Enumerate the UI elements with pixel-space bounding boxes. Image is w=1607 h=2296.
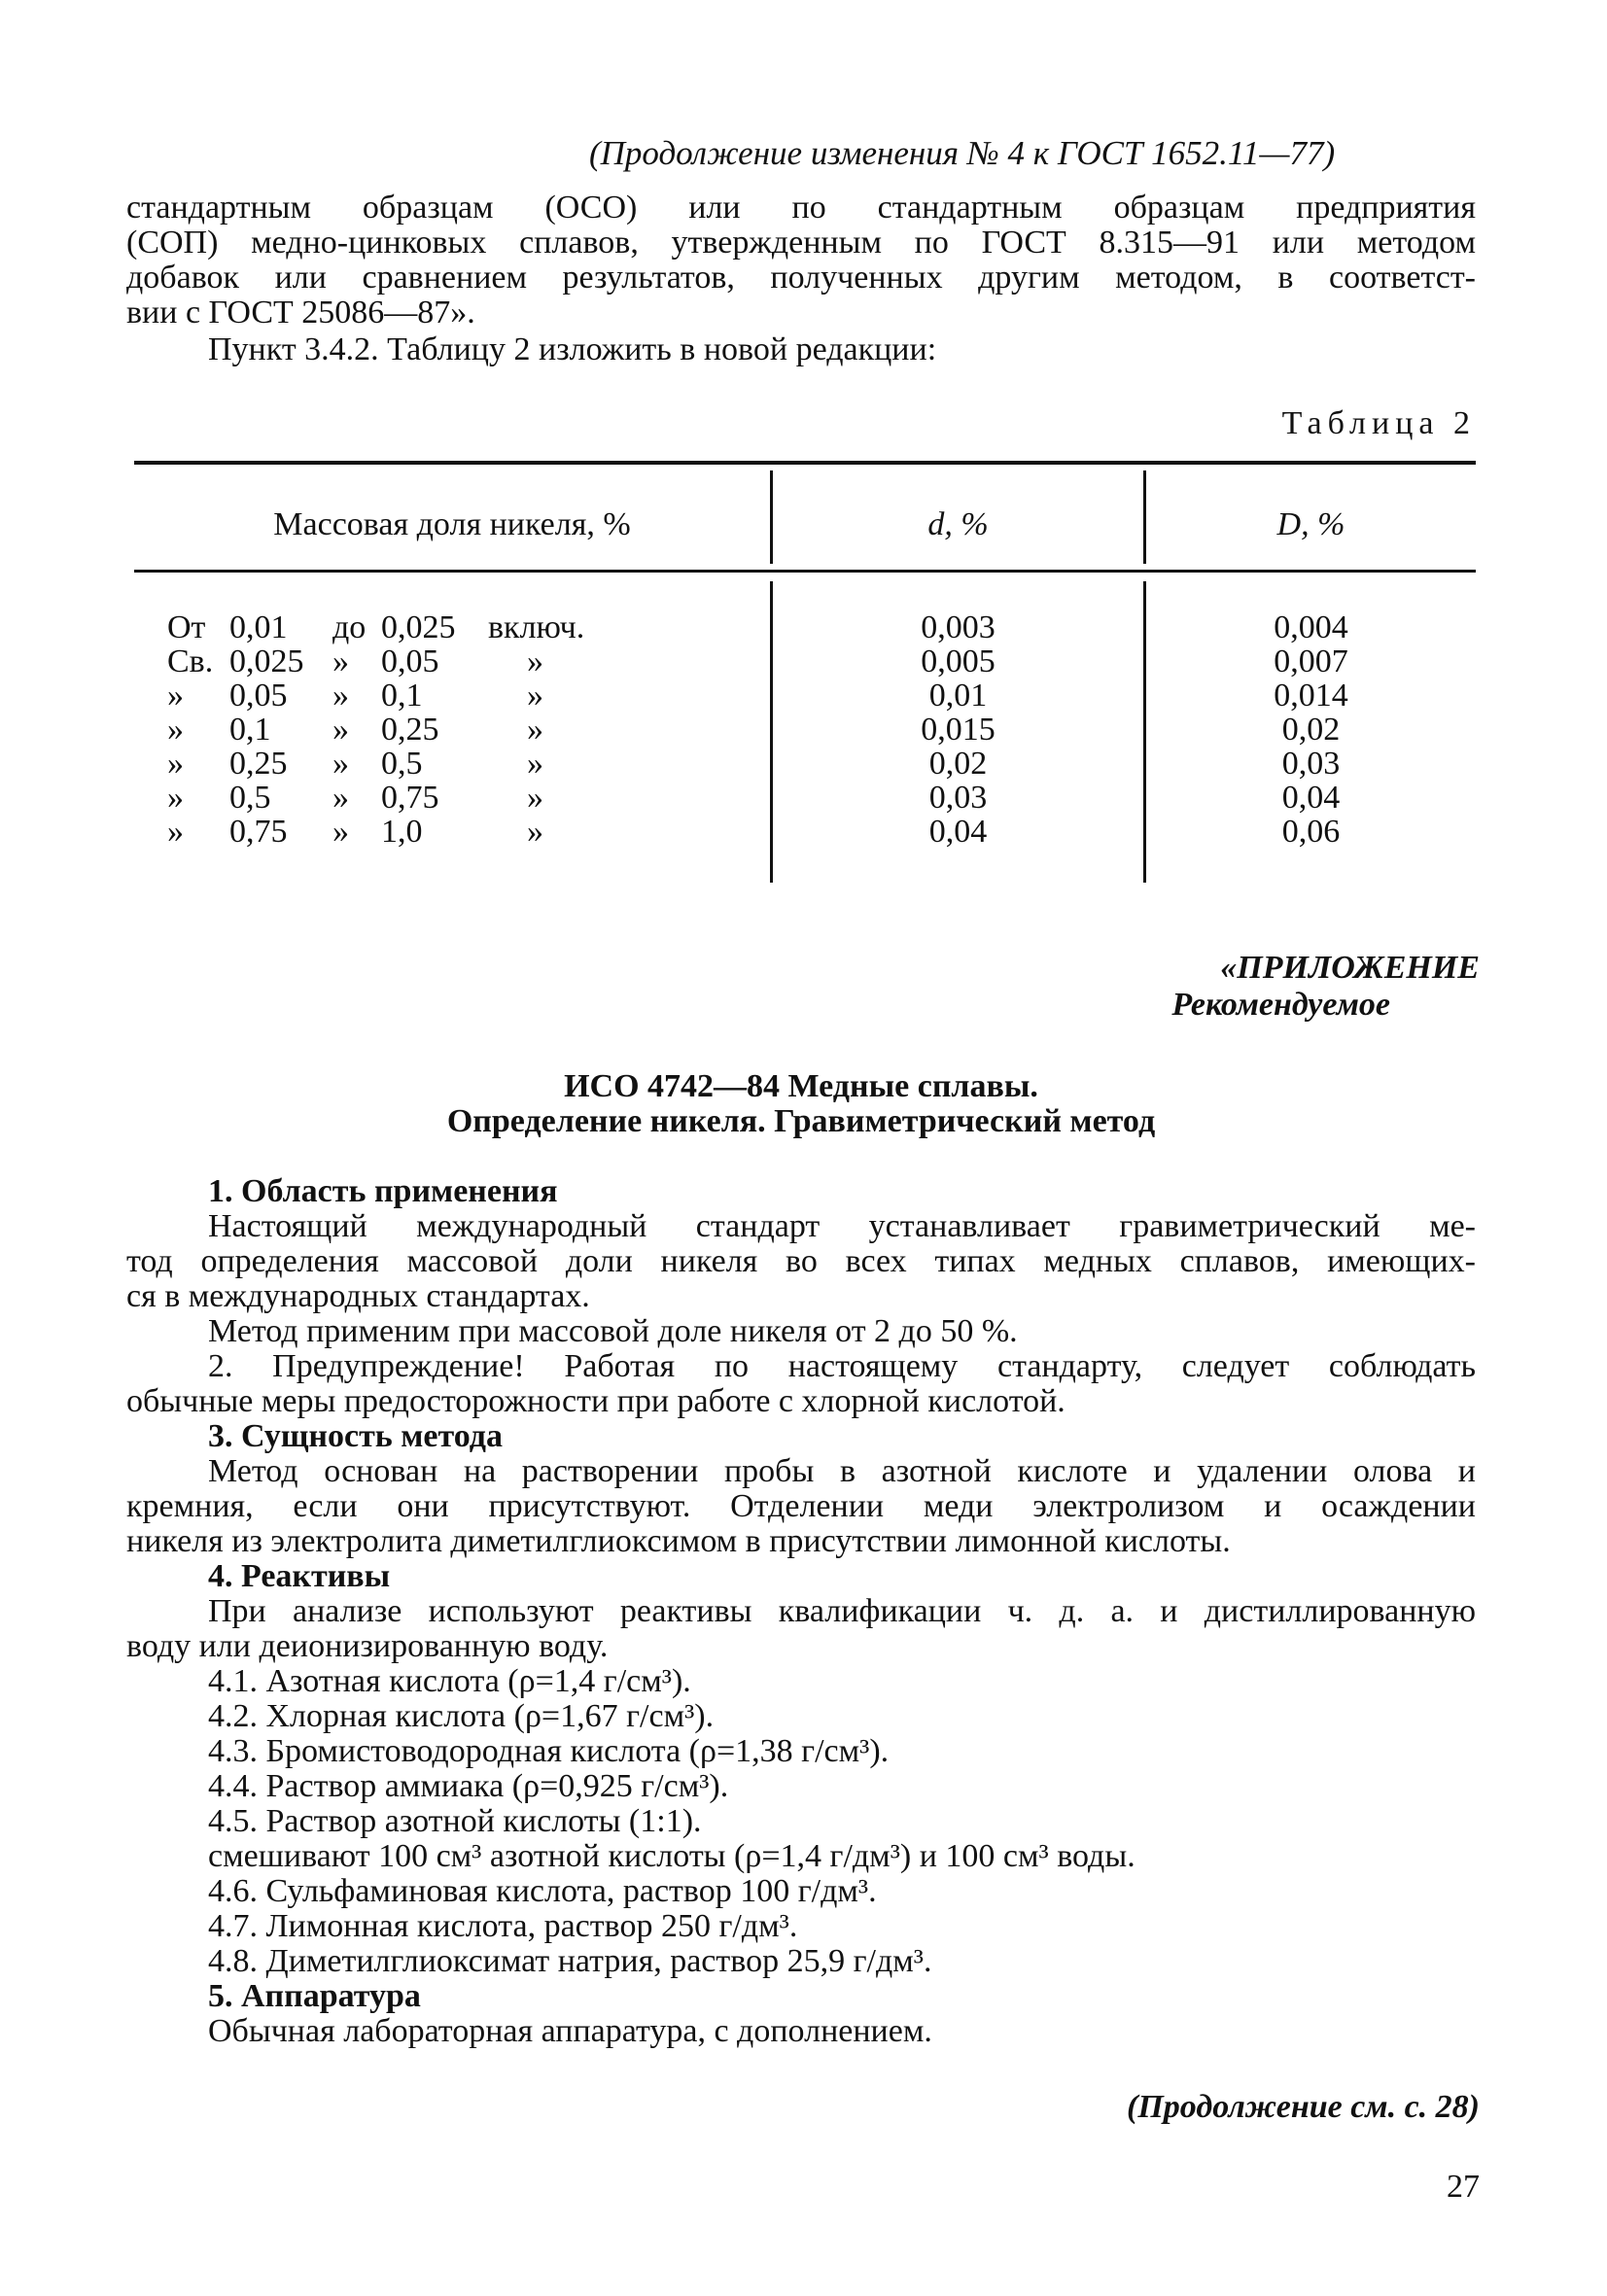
row-from: 0,5 — [229, 780, 271, 816]
row-suffix: » — [527, 678, 543, 713]
section-3-line-3: никеля из электролита диметилглиоксимом в присутствии лимонной кислоты. — [126, 1523, 1231, 1559]
row-suffix: » — [527, 814, 543, 850]
row-sep: » — [332, 746, 349, 782]
section-3-line-1: Метод основан на растворении пробы в азотной кислоте и удалении олова и — [208, 1453, 1476, 1489]
row-D: 0,06 — [1281, 814, 1341, 850]
section-1-line-1: Настоящий международный стандарт устанавливает гравиметрический ме- — [208, 1208, 1476, 1244]
col-header-D: D, % — [1276, 506, 1345, 542]
reagent-4-1: 4.1. Азотная кислота (ρ=1,4 г/см³). — [208, 1663, 691, 1699]
row-D: 0,03 — [1281, 746, 1341, 782]
table-header-rule — [134, 570, 1476, 573]
reagent-4-5-note: смешивают 100 см³ азотной кислоты (ρ=1,4 г/дм³) и 100 см³ воды. — [208, 1838, 1135, 1874]
row-to: 0,75 — [381, 780, 439, 816]
row-sep: » — [332, 644, 349, 679]
section-5-heading: 5. Аппаратура — [208, 1978, 421, 2014]
page-header: (Продолжение изменения № 4 к ГОСТ 1652.11—77) — [589, 134, 1336, 172]
iso-title-2: Определение никеля. Гравиметрический метод — [446, 1103, 1156, 1139]
row-sep: » — [332, 780, 349, 816]
row-to: 0,05 — [381, 644, 439, 679]
row-prefix: От — [167, 609, 206, 645]
section-3-line-2: кремния, если они присутствуют. Отделении меди электролизом и осаждении — [126, 1488, 1476, 1524]
section-2-line-2: обычные меры предосторожности при работе с хлорной кислотой. — [126, 1383, 1066, 1419]
row-suffix: » — [527, 780, 543, 816]
row-prefix: » — [167, 712, 184, 748]
item-3-4-2: Пункт 3.4.2. Таблицу 2 изложить в новой редакции: — [208, 331, 937, 367]
row-to: 0,25 — [381, 712, 439, 748]
section-2-line-1: 2. Предупреждение! Работая по настоящему стандарту, следует соблюдать — [208, 1348, 1476, 1384]
iso-title-1: ИСО 4742—84 Медные сплавы. — [564, 1068, 1038, 1104]
reagent-4-3: 4.3. Бромистоводородная кислота (ρ=1,38 г/см³). — [208, 1733, 890, 1769]
row-prefix: Св. — [167, 644, 214, 679]
section-3-heading: 3. Сущность метода — [208, 1418, 503, 1454]
row-D: 0,004 — [1274, 609, 1348, 645]
row-d: 0,01 — [928, 678, 988, 713]
row-D: 0,02 — [1281, 712, 1341, 748]
section-5-line-1: Обычная лабораторная аппаратура, с дополнением. — [208, 2013, 932, 2049]
table-label: Таблица 2 — [1281, 405, 1476, 441]
row-from: 0,05 — [229, 678, 288, 713]
row-d: 0,015 — [921, 712, 996, 748]
intro-line-3: добавок или сравнением результатов, полученных другим методом, в соответст- — [126, 260, 1476, 296]
row-sep: » — [332, 712, 349, 748]
section-4-line-2: воду или деионизированную воду. — [126, 1628, 609, 1664]
row-sep: » — [332, 678, 349, 713]
reagent-4-7: 4.7. Лимонная кислота, раствор 250 г/дм³. — [208, 1908, 798, 1944]
row-prefix: » — [167, 746, 184, 782]
row-d: 0,04 — [928, 814, 988, 850]
section-4-heading: 4. Реактивы — [208, 1558, 391, 1594]
row-from: 0,75 — [229, 814, 288, 850]
row-to: 0,5 — [381, 746, 423, 782]
reagent-4-6: 4.6. Сульфаминовая кислота, раствор 100 г/дм³. — [208, 1873, 877, 1909]
row-d: 0,03 — [928, 780, 988, 816]
row-D: 0,014 — [1274, 678, 1348, 713]
section-1-line-3: ся в международных стандартах. — [126, 1278, 590, 1314]
row-d: 0,02 — [928, 746, 988, 782]
col-header-fraction: Массовая доля никеля, % — [273, 506, 631, 542]
row-from: 0,01 — [229, 609, 288, 645]
section-1-line-2: тод определения массовой доли никеля во всех типах медных сплавов, имеющих- — [126, 1243, 1476, 1279]
row-d: 0,005 — [921, 644, 996, 679]
appendix-title: «ПРИЛОЖЕНИЕ — [1220, 950, 1480, 986]
row-D: 0,04 — [1281, 780, 1341, 816]
section-4-line-1: При анализе используют реактивы квалификации ч. д. а. и дистиллированную — [208, 1593, 1476, 1629]
row-from: 0,1 — [229, 712, 271, 748]
row-prefix: » — [167, 814, 184, 850]
reagent-4-5: 4.5. Раствор азотной кислоты (1:1). — [208, 1803, 702, 1839]
row-prefix: » — [167, 678, 184, 713]
appendix-subtitle: Рекомендуемое — [1171, 987, 1390, 1023]
row-sep: » — [332, 814, 349, 850]
row-to: 0,1 — [381, 678, 423, 713]
row-suffix: » — [527, 712, 543, 748]
row-d: 0,003 — [921, 609, 996, 645]
reagent-4-4: 4.4. Раствор аммиака (ρ=0,925 г/см³). — [208, 1768, 729, 1804]
page-number: 27 — [1447, 2169, 1480, 2205]
row-from: 0,25 — [229, 746, 288, 782]
section-1-heading: 1. Область применения — [208, 1173, 558, 1209]
row-suffix: » — [527, 746, 543, 782]
row-to: 0,025 — [381, 609, 456, 645]
row-sep: до — [332, 609, 367, 645]
col-header-d: d, % — [927, 506, 989, 542]
row-from: 0,025 — [229, 644, 304, 679]
table-top-rule — [134, 461, 1476, 465]
intro-line-4: вии с ГОСТ 25086—87». — [126, 295, 475, 330]
intro-line-2: (СОП) медно-цинковых сплавов, утвержденным по ГОСТ 8.315—91 или методом — [126, 225, 1476, 261]
row-D: 0,007 — [1274, 644, 1348, 679]
intro-line-1: стандартным образцам (ОСО) или по стандартным образцам предприятия — [126, 190, 1476, 226]
row-suffix: » — [527, 644, 543, 679]
continuation-note: (Продолжение см. с. 28) — [1127, 2089, 1480, 2125]
row-suffix: включ. — [488, 609, 585, 645]
row-to: 1,0 — [381, 814, 423, 850]
section-1-line-4: Метод применим при массовой доле никеля от 2 до 50 %. — [208, 1313, 1018, 1349]
reagent-4-8: 4.8. Диметилглиоксимат натрия, раствор 25,9 г/дм³. — [208, 1943, 932, 1979]
reagent-4-2: 4.2. Хлорная кислота (ρ=1,67 г/см³). — [208, 1698, 715, 1734]
row-prefix: » — [167, 780, 184, 816]
